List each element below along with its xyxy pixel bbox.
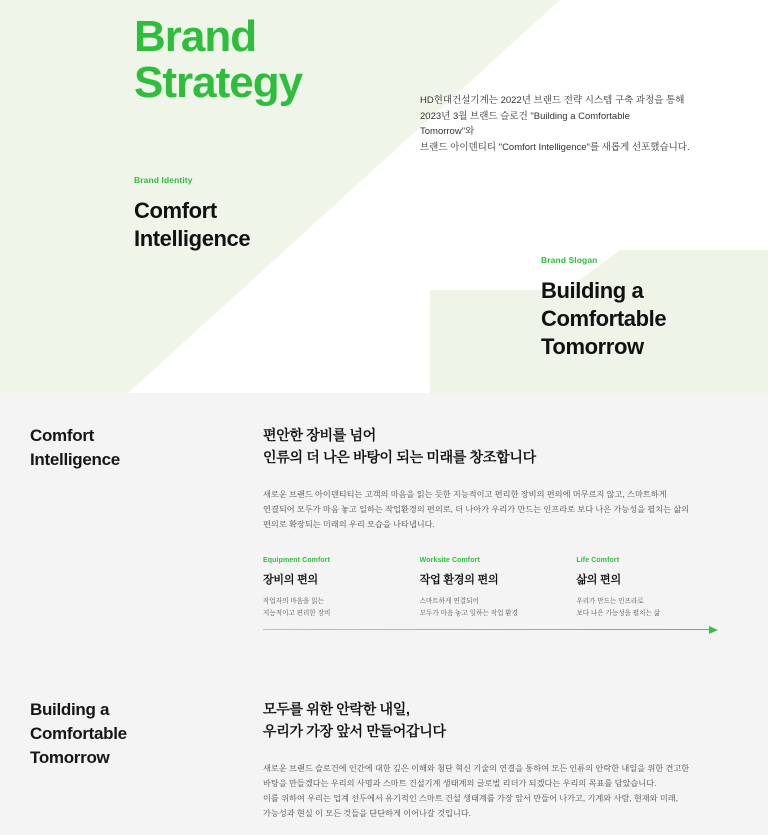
brand-identity-label: Brand Identity: [134, 175, 193, 185]
section-slogan-heading: [30, 698, 240, 770]
section-slogan-heading-line-2: Comfortable: [30, 724, 127, 744]
section-slogan-lead-line-1: 모두를 위한 안락한 내일,: [263, 701, 410, 717]
section-slogan-lead-line-2: 우리가 가장 앞서 만들어갑니다: [263, 723, 446, 740]
comfort-column-equipment-text-line-2: 지능적이고 편리한 장비: [263, 609, 331, 617]
comfort-column-life: [576, 557, 733, 620]
section-slogan-heading-line-1: Building a: [30, 700, 110, 719]
hero-description: [420, 93, 710, 156]
section-identity-lead-line-2: 인류의 더 나은 바탕이 되는 미래를 창조합니다: [263, 449, 536, 466]
hero-description-line-3: Tomorrow"와: [420, 126, 475, 138]
comfort-column-worksite-text-line-1: 스마트하게 연결되어: [419, 598, 479, 605]
section-identity-heading: [30, 424, 240, 472]
hero-section: [0, 0, 768, 393]
comfort-column-equipment-title: 장비의 편의: [263, 574, 318, 586]
brand-slogan-value: [541, 277, 666, 361]
progression-arrow: [263, 625, 721, 635]
comfort-column-worksite-title: 작업 환경의 편의: [419, 574, 499, 586]
brand-slogan-label: Brand Slogan: [541, 255, 598, 265]
hero-description-line-1: HD현대건설기계는 2022년 브랜드 전략 시스템 구축 과정을 통해: [420, 95, 685, 106]
arrow-right-icon: [709, 626, 718, 634]
section-slogan-paragraph: [263, 761, 713, 822]
comfort-column-worksite-label: Worksite Comfort: [419, 557, 480, 564]
comfort-column-life-label: Life Comfort: [576, 557, 620, 564]
hero-description-line-2: 2023년 3월 브랜드 슬로건 "Building a Comfortable: [420, 110, 630, 122]
section-identity-paragraph: [263, 487, 713, 533]
content-sections: [0, 393, 768, 835]
brand-slogan-line-3: Tomorrow: [541, 333, 644, 359]
comfort-column-equipment-text: [263, 596, 420, 620]
section-slogan-paragraph-line-2: 바탕을 만들겠다는 우리의 사명과 스마트 건설기계 생태계의 글로벌 리더가 되겠다는 우리의 목표를 담았습니다.: [263, 778, 657, 788]
brand-identity-line-2: Intelligence: [134, 225, 251, 251]
brand-identity-line-1: Comfort: [134, 198, 217, 223]
section-identity-paragraph-line-1: 새로운 브랜드 아이덴티티는 고객의 마음을 읽는 듯한 지능적이고 편리한 장비의 편의에 머무르지 않고, 스마트하게: [263, 489, 667, 499]
section-identity-heading-line-1: Comfort: [30, 426, 94, 445]
page-title-line-1: Brand: [134, 12, 257, 61]
section-identity-heading-line-2: Intelligence: [30, 450, 120, 470]
comfort-columns: [263, 557, 733, 620]
comfort-column-worksite-text-line-2: 모두가 마음 놓고 일하는 작업 환경: [419, 609, 519, 617]
section-slogan-heading-line-3: Tomorrow: [30, 748, 110, 768]
section-slogan-paragraph-line-1: 새로운 브랜드 슬로건에 인간에 대한 깊은 이해와 첨단 혁신 기술의 연결을 통하여 모든 인류의 안락한 내일을 위한 견고한: [263, 763, 690, 773]
section-identity-lead-line-1: 편안한 장비를 넘어: [263, 427, 376, 443]
section-slogan-paragraph-line-4: 가능성과 현실 이 모든 것들을 단단하게 이어나갈 것입니다.: [263, 809, 472, 819]
section-slogan-body: [263, 698, 723, 821]
section-slogan-lead: [263, 698, 723, 743]
brand-identity-value: [134, 197, 250, 253]
comfort-column-life-title: 삶의 편의: [576, 574, 621, 586]
brand-identity-block: [134, 175, 250, 253]
section-identity-body: [263, 424, 723, 532]
section-identity-paragraph-line-2: 연결되어 모두가 마음 놓고 일하는 작업환경의 편의로, 더 나아가 우리가 만드는 인프라로 보다 나은 가능성을 펼치는 삶의: [263, 504, 690, 514]
section-identity-paragraph-line-3: 편의로 확장되는 미래의 우리 모습을 나타냅니다.: [263, 520, 435, 530]
comfort-column-equipment-text-line-1: 작업자의 마음을 읽는: [263, 598, 324, 605]
brand-slogan-line-1: Building a: [541, 278, 644, 303]
comfort-column-life-text: [576, 596, 733, 620]
brand-slogan-block: [541, 255, 666, 361]
comfort-column-life-text-line-2: 보다 나은 가능성을 펼치는 삶: [576, 609, 661, 617]
hero-description-line-4: 브랜드 아이덴티티 "Comfort Intelligence"를 새롭게 선포했습니다.: [420, 142, 690, 154]
section-identity-lead: [263, 424, 723, 469]
comfort-column-worksite: [420, 557, 577, 620]
page-title-line-2: Strategy: [134, 57, 303, 107]
comfort-column-life-text-line-1: 우리가 만드는 인프라로: [576, 598, 644, 605]
page-title: [134, 14, 302, 106]
comfort-column-worksite-text: [420, 596, 577, 620]
section-slogan-paragraph-line-3: 이를 위하여 우리는 업계 선두에서 유기적인 스마트 건설 생태계를 가장 앞서 만들어 나가고, 기계와 사람, 현재와 미래,: [263, 794, 678, 804]
comfort-column-equipment: [263, 557, 420, 620]
brand-slogan-line-2: Comfortable: [541, 305, 667, 331]
arrow-line: [263, 629, 711, 630]
comfort-column-equipment-label: Equipment Comfort: [263, 557, 331, 564]
